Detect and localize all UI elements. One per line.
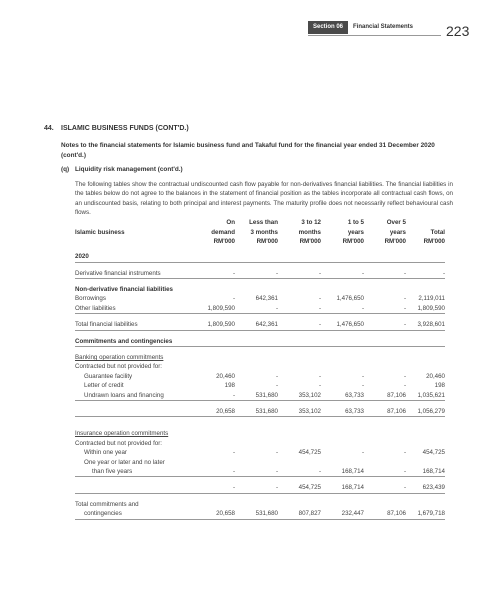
table-row: Undrawn loans and financing - 531,680 353,102 63,733 87,106 1,035,621 xyxy=(75,391,445,401)
col3-h1: 3 to 12 xyxy=(301,219,321,227)
page-number: 223 xyxy=(446,23,470,39)
subtotal-row: - - 454,725 168,714 - 623,439 xyxy=(75,483,445,493)
subgroup-sub-row xyxy=(75,362,445,371)
header-row-3 xyxy=(75,237,445,246)
table-row: Within one year - - 454,725 - - 454,725 xyxy=(75,448,445,457)
row-label: Other liabilities xyxy=(75,304,193,314)
col3-h2: months xyxy=(298,228,321,236)
header-row-1 xyxy=(75,218,445,227)
section-title: ISLAMIC BUSINESS FUNDS (CONT'D.) xyxy=(61,125,189,132)
row-label: Total financial liabilities xyxy=(75,320,193,330)
col6-h1 xyxy=(406,218,445,227)
row-label: One year or later and no later xyxy=(84,458,165,466)
intro-paragraph: The following tables show the contractual undiscounted cash flow payable for non-derivatives financial liabilities. The financial liabilities in the tables below do not agree to the balances in the statement of financial position as the tables incorporate all contractual cash flows, on an undiscounted basis, relating to both principal and interest payments. The maturity profile does not necessarily reflect behavioural cash flows. xyxy=(75,181,453,216)
table-row xyxy=(75,458,445,467)
row-label: Borrowings xyxy=(75,295,106,303)
subgroup-sub-row xyxy=(75,439,445,448)
col2-h1: Less than xyxy=(249,219,278,227)
header-title: Financial Statements xyxy=(353,24,414,30)
row-label: contingencies xyxy=(75,509,193,519)
cc-heading: Commitments and contingencies xyxy=(75,337,445,347)
year-row xyxy=(75,252,445,262)
col4-h2: years xyxy=(347,228,364,236)
table-row: Other liabilities 1,809,590 - - - - 1,809,590 xyxy=(75,304,445,312)
row-label: than five years xyxy=(75,467,193,477)
col2-h2: 3 months xyxy=(250,228,278,236)
total-row xyxy=(75,500,445,509)
banking-sub: Contracted but not provided for: xyxy=(75,363,163,371)
total-row: contingencies 20,658 531,680 807,827 232,447 87,106 1,679,718 xyxy=(75,509,445,519)
col5-h3: RM'000 xyxy=(384,238,406,246)
subsection-title: Liquidity risk management (cont'd.) xyxy=(75,166,183,173)
insurance-heading: Insurance operation commitments xyxy=(75,430,169,438)
col4-h3: RM'000 xyxy=(342,238,364,246)
col3-h3: RM'000 xyxy=(299,238,321,246)
group-heading-row xyxy=(75,337,445,347)
col5-h2: years xyxy=(389,228,406,236)
col6-h2: Total xyxy=(430,228,445,236)
col2-h3: RM'000 xyxy=(256,238,278,246)
year-label: 2020 xyxy=(75,252,193,262)
row-label: Undrawn loans and financing xyxy=(75,391,193,401)
table-row: than five years - - - 168,714 - 168,714 xyxy=(75,467,445,477)
row-label: Guarantee facility xyxy=(84,372,133,380)
row-label: Derivative financial instruments xyxy=(75,269,193,279)
total-row: Total financial liabilities 1,809,590 642,361 - 1,476,650 - 3,928,601 xyxy=(75,321,445,329)
table-row: Derivative financial instruments - - - - - - xyxy=(75,269,445,277)
banking-heading: Banking operation commitments xyxy=(75,354,164,362)
table-head-label: Islamic business xyxy=(75,228,125,236)
col1-h2: demand xyxy=(211,228,235,236)
table-row: Letter of credit 198 - - - - 198 xyxy=(75,381,445,390)
table-row: Guarantee facility 20,460 - - - - 20,460 xyxy=(75,372,445,381)
section-badge: Section 06 xyxy=(308,21,348,34)
subgroup-heading-row xyxy=(75,429,445,438)
subgroup-heading-row xyxy=(75,353,445,362)
row-label: Letter of credit xyxy=(84,382,124,390)
table-row: Borrowings - 642,361 - 1,476,650 - 2,119,011 xyxy=(75,295,445,303)
insurance-sub: Contracted but not provided for: xyxy=(75,439,163,447)
subtotal-row: 20,658 531,680 353,102 63,733 87,106 1,056,279 xyxy=(75,407,445,417)
col6-h3: RM'000 xyxy=(423,238,445,246)
col4-h1: 1 to 5 xyxy=(347,219,364,227)
subsection-letter: (q) xyxy=(61,166,70,173)
col1-h3: RM'000 xyxy=(213,238,235,246)
notes-heading: Notes to the financial statements for Islamic business fund and Takaful fund for the financial year ended 31 December 2020 (cont'd.) xyxy=(61,142,435,159)
header-row-2 xyxy=(75,227,445,236)
section-number: 44. xyxy=(44,125,54,132)
col1-h1: On xyxy=(226,219,235,227)
header-divider xyxy=(308,35,441,36)
row-label: Within one year xyxy=(84,449,127,457)
col5-h1: Over 5 xyxy=(386,219,406,227)
nonderiv-heading: Non-derivative financial liabilities xyxy=(75,285,173,293)
group-heading-row xyxy=(75,285,445,294)
liquidity-table xyxy=(75,218,445,520)
row-label: Total commitments and xyxy=(75,500,139,508)
